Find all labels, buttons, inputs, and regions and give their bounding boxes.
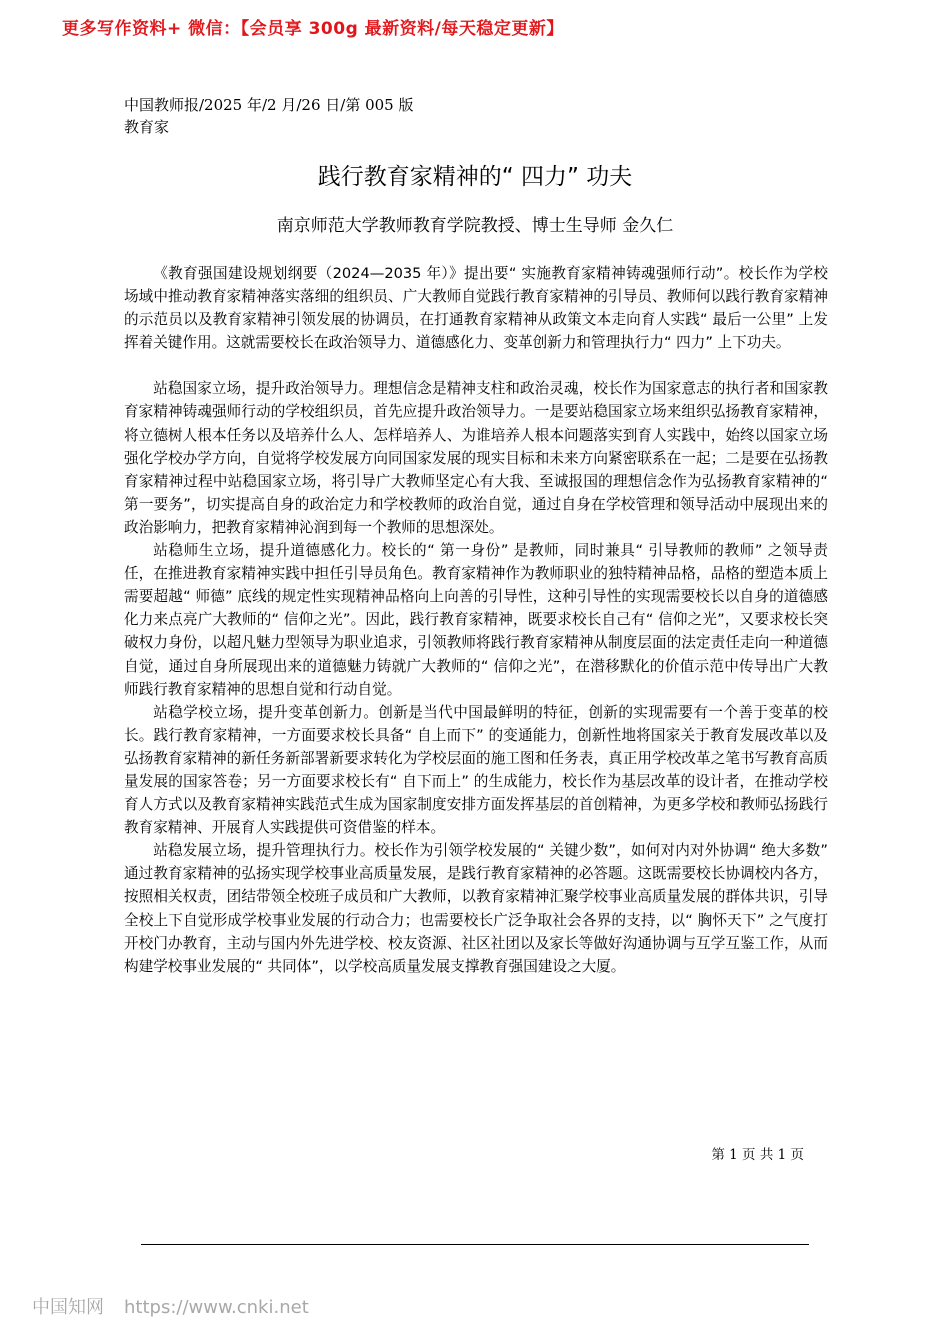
page-number: 第 1 页 共 1 页 bbox=[711, 1147, 804, 1163]
paragraph-political-leadership: 站稳国家立场，提升政治领导力。理想信念是精神支柱和政治灵魂，校长作为国家意志的执行者和国家教育家精神铸魂强师行动的学校组织员，首先应提升政治领导力。一是要站稳国家立场来组织弘扬教育家精神，将立德树人根本任务以及培养什么人、怎样培养人、为谁培养人根本问题落实到育人实践中，始终以国家立场强化学校办学方向，自觉将学校发展方向同国家发展的现实目标和未来方向紧密联系在一起；二是要在弘扬教育家精神过程中站稳国家立场，将引导广大教师坚定心有大我、至诚报国的理想信念作为弘扬教育家精神的“ 第一要务”，切实提高自身的政治定力和学校教师的政治自觉，通过自身在学校管理和领导活动中展现出来的政治影响力，把教育家精神沁润到每一个教师的思想深处。 bbox=[124, 380, 828, 536]
article-body bbox=[124, 262, 828, 978]
watermark-url: https://www.cnki.net bbox=[124, 1297, 309, 1318]
watermark-brand: 中国知网 bbox=[32, 1297, 104, 1318]
promo-banner[interactable]: 更多写作资料+ 微信：【会员享 300g 最新资料/每天稳定更新】 bbox=[62, 19, 564, 39]
paragraph-management-execution: 站稳发展立场，提升管理执行力。校长作为引领学校发展的“ 关键少数”，如何对内对外协调“ 绝大多数” 通过教育家精神的弘扬实现学校事业高质量发展，是践行教育家精神的必答题。这既需要校长协调校内各方，按照相关权责，团结带领全校班子成员和广大教师，以教育家精神汇聚学校事业高质量发展的群体共识，引导全校上下自觉形成学校事业发展的行动合力；也需要校长广泛争取社会各界的支持，以“ 胸怀天下” 之气度打开校门办教育，主动与国内外先进学校、校友资源、社区社团以及家长等做好沟通协调与互学互鉴工作，从而构建学校事业发展的“ 共同体”，以学校高质量发展支撑教育强国建设之大厦。 bbox=[124, 842, 828, 975]
paragraph-reform-innovation: 站稳学校立场，提升变革创新力。创新是当代中国最鲜明的特征，创新的实现需要有一个善于变革的校长。践行教育家精神，一方面要求校长具备“ 自上而下” 的变通能力，创新性地将国家关于教育发展改革以及弘扬教育家精神的新任务新部署新要求转化为学校层面的施工图和任务表，真正用学校改革之笔书写教育高质量发展的国家答卷；另一方面要求校长有“ 自下而上” 的生成能力，校长作为基层改革的设计者，在推动学校育人方式以及教育家精神实践范式生成为国家制度安排方面发挥基层的首创精神，为更多学校和教师弘扬践行教育家精神、开展育人实践提供可资借鉴的样本。 bbox=[124, 703, 828, 837]
paragraph-moral-influence: 站稳师生立场，提升道德感化力。校长的“ 第一身份” 是教师，同时兼具“ 引导教师的教师” 之领导责任，在推进教育家精神实践中担任引导员角色。教育家精神作为教师职业的独特精神品格，品格的塑造本质上需要超越“ 师德” 底线的规定性实现精神品格向上向善的引导性，这种引导性的实现需要校长以自身的道德感化力来点亮广大教师的“ 信仰之光”。因此，践行教育家精神，既要求校长自己有“ 信仰之光”，又要求校长突破权力身份，以超凡魅力型领导为职业追求，引领教师将践行教育家精神从制度层面的法定责任走向一种道德自觉，通过自身所展现出来的道德魅力铸就广大教师的“ 信仰之光”，在潜移默化的价值示范中传导出广大教师践行教育家精神的思想自觉和行动自觉。 bbox=[124, 542, 828, 698]
source-citation: 中国教师报/2025 年/2 月/26 日/第 005 版教育家 bbox=[124, 96, 414, 136]
article-title: 践行教育家精神的“ 四力” 功夫 bbox=[317, 164, 633, 190]
footer-divider bbox=[141, 1244, 809, 1245]
article-author: 南京师范大学教师教育学院教授、博士生导师 金久仁 bbox=[276, 216, 674, 236]
cnki-watermark bbox=[32, 1293, 309, 1319]
paragraph-intro: 《教育强国建设规划纲要（2024—2035 年）》提出要“ 实施教育家精神铸魂强师行动”。校长作为学校场域中推动教育家精神落实落细的组织员、广大教师自觉践行教育家精神的引导员、教师何以践行教育家精神的示范员以及教育家精神引领发展的协调员，在打通教育家精神从政策文本走向育人实践“ 最后一公里” 上发挥着关键作用。这就需要校长在政治领导力、道德感化力、变革创新力和管理执行力“ 四力” 上下功夫。 bbox=[124, 265, 828, 352]
